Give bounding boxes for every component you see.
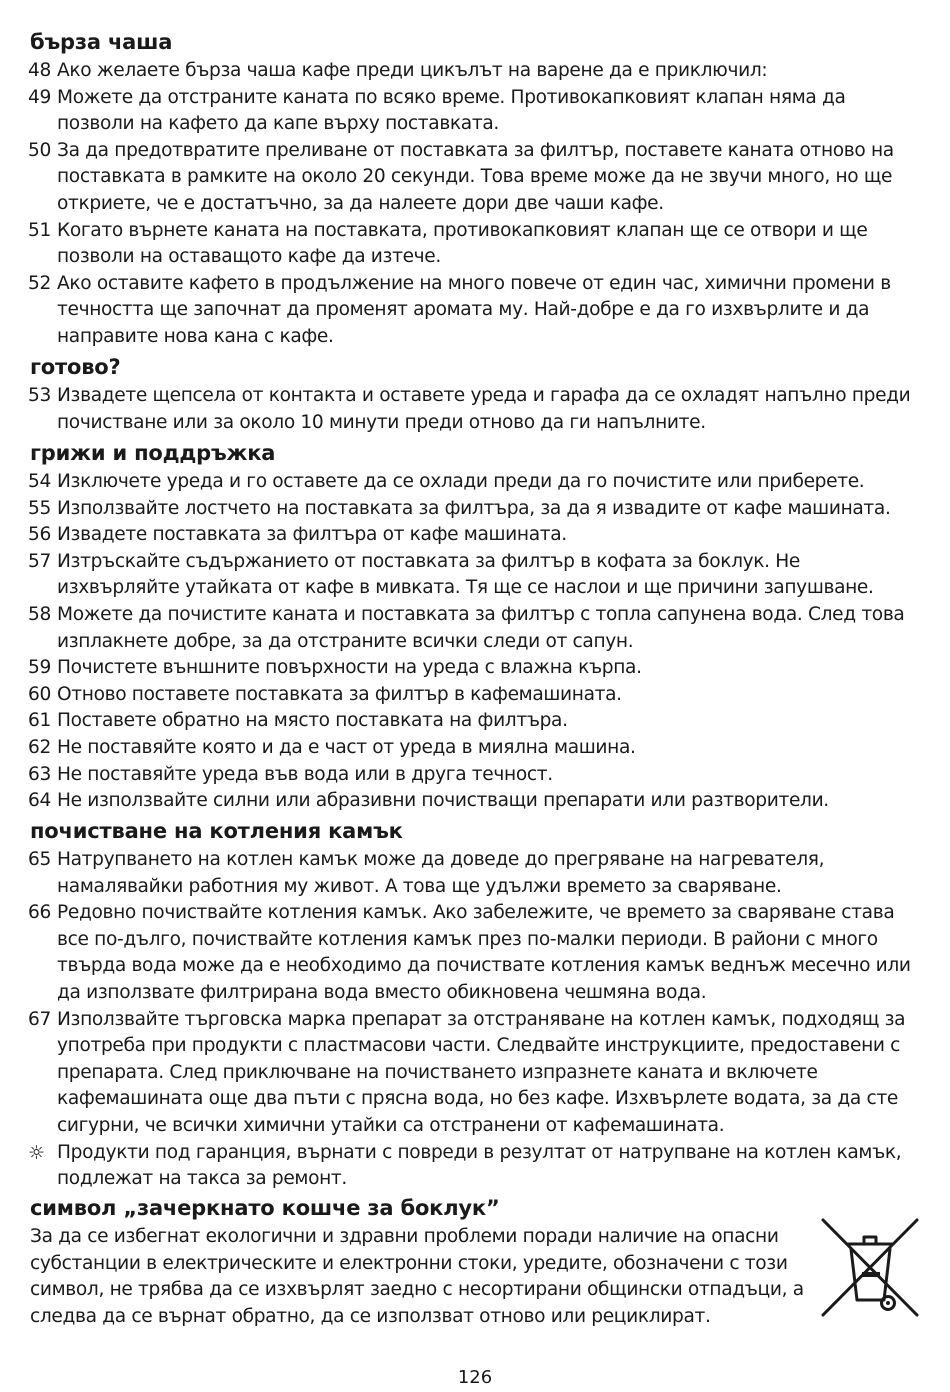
list-item bbox=[28, 655, 928, 682]
item-text: Почистете външните повърхности на уреда с влажна кърпа. bbox=[57, 657, 642, 679]
section-title-descaling: почистване на котления камък bbox=[30, 819, 403, 843]
quick-cup-list bbox=[28, 58, 928, 351]
list-item bbox=[28, 1007, 928, 1140]
warranty-note bbox=[28, 1140, 928, 1193]
item-number: 48 bbox=[28, 60, 51, 81]
item-number: 65 bbox=[28, 849, 51, 870]
item-text: Не използвайте силни или абразивни почистващи препарати или разтворители. bbox=[57, 790, 829, 812]
item-number: 53 bbox=[28, 385, 51, 406]
item-text: Редовно почиствайте котления камък. Ако забележите, че времето за сваряване става все по-дълго, почиствайте котления камък през по-малки периоди. В райони с много твърда вода може да е необходимо да почиствате котления камък веднъж месечно или да използвате филтрирана вода вместо обикновена чешмяна вода. bbox=[57, 902, 911, 1003]
care-list bbox=[28, 469, 928, 815]
item-number: 56 bbox=[28, 524, 51, 546]
list-item bbox=[28, 788, 928, 815]
item-text: Можете да отстраните каната по всяко време. Противокапковият клапан няма да позволи на кафето да капе върху поставката. bbox=[57, 86, 846, 135]
list-item bbox=[28, 496, 928, 523]
item-number: 60 bbox=[28, 683, 51, 705]
crossed-out-wheelie-bin-icon bbox=[818, 1216, 924, 1320]
item-number: 61 bbox=[28, 710, 51, 732]
list-item bbox=[28, 383, 928, 436]
item-number: 63 bbox=[28, 763, 51, 785]
item-text: Натрупването на котлен камък може да доведе до прегряване на нагревателя, намалявайки работния му живот. А това ще удължи времето за сваряване. bbox=[57, 849, 825, 897]
item-number: 67 bbox=[28, 1008, 51, 1030]
list-item bbox=[28, 602, 928, 655]
item-number: 59 bbox=[28, 657, 51, 679]
list-item bbox=[28, 138, 928, 218]
item-text: За да предотвратите преливане от поставката за филтър, поставете каната отново на поставката в рамките на около 20 секунди. Това време може да не звучи много, но ще откриете, че е достатъчно, за да налеете дори две чаши кафе. bbox=[57, 139, 894, 214]
section-title-quick-cup: бърза чаша bbox=[30, 30, 173, 54]
item-number: 57 bbox=[28, 550, 51, 572]
list-item bbox=[28, 847, 928, 900]
list-item bbox=[28, 549, 928, 602]
item-text: Извадете щепсела от контакта и оставете уреда и гарафа да се охладят напълно преди почистване или за около 10 минути преди отново да ги напълните. bbox=[57, 385, 911, 433]
item-number: 49 bbox=[28, 86, 51, 108]
weee-paragraph: За да се избегнат екологични и здравни проблеми поради наличие на опасни субстанции в електрическите и електронни стоки, уредите, обозначени с този символ, не трябва да се изхвърлят заедно с несортирани общински отпадъци, а следва да се върнат обратно, да се използват отново или рециклират. bbox=[30, 1226, 804, 1327]
list-item bbox=[28, 271, 928, 351]
list-item bbox=[28, 762, 928, 789]
item-number: 54 bbox=[28, 471, 51, 492]
list-item bbox=[28, 522, 928, 549]
item-number: 62 bbox=[28, 736, 51, 758]
item-text: Използвайте лостчето на поставката за филтъра, за да я извадите от кафе машината. bbox=[57, 497, 891, 519]
item-text: Не поставяйте която и да е част от уреда в миялна машина. bbox=[57, 736, 636, 758]
item-number: 55 bbox=[28, 497, 51, 519]
item-text: Когато върнете каната на поставката, противокапковият клапан ще се отвори и ще позволи на оставащото кафе да изтече. bbox=[57, 219, 868, 268]
ready-list bbox=[28, 383, 928, 436]
list-item bbox=[28, 900, 928, 1006]
list-item bbox=[28, 218, 928, 271]
item-text: Отново поставете поставката за филтър в кафемашината. bbox=[57, 683, 622, 705]
item-number: 50 bbox=[28, 139, 51, 161]
list-item bbox=[28, 708, 928, 735]
item-text: Изтръскайте съдържанието от поставката за филтър в кофата за боклук. Не изхвърляйте утайката от кафе в мивката. Тя ще се наслои и ще причини запушване. bbox=[57, 550, 874, 599]
list-item bbox=[28, 735, 928, 762]
list-item bbox=[28, 58, 928, 85]
list-item bbox=[28, 682, 928, 709]
page-number: 126 bbox=[457, 1367, 493, 1388]
item-number: 52 bbox=[28, 272, 51, 294]
item-number: 64 bbox=[28, 790, 51, 812]
item-text: Не поставяйте уреда във вода или в друга течност. bbox=[57, 763, 553, 785]
item-number: 51 bbox=[28, 219, 51, 241]
section-title-care: грижи и поддръжка bbox=[30, 441, 276, 465]
descaling-list bbox=[28, 847, 928, 1193]
item-text: Продукти под гаранция, върнати с повреди в резултат от натрупване на котлен камък, подлежат на такса за ремонт. bbox=[57, 1141, 902, 1190]
item-text: Можете да почистите каната и поставката за филтър с топла сапунена вода. След това изплакнете добре, за да отстраните всички следи от сапун. bbox=[57, 603, 905, 652]
item-text: Изключете уреда и го оставете да се охлади преди да го почистите или приберете. bbox=[57, 471, 865, 492]
item-text: Ако желаете бърза чаша кафе преди цикълът на варене да е приключил: bbox=[57, 60, 768, 81]
item-text: Поставете обратно на място поставката на филтъра. bbox=[57, 710, 568, 732]
list-item bbox=[28, 85, 928, 138]
section-title-ready: готово? bbox=[30, 355, 121, 379]
item-number: 58 bbox=[28, 603, 51, 625]
sun-icon: ☼ bbox=[28, 1141, 45, 1164]
item-text: Извадете поставката за филтъра от кафе машината. bbox=[57, 524, 567, 546]
item-number: 66 bbox=[28, 902, 51, 924]
list-item bbox=[28, 469, 928, 496]
item-text: Използвайте търговска марка препарат за отстраняване на котлен камък, подходящ за употреба при продукти с пластмасови части. Следвайте инструкциите, предоставени с препарата. След приключване на почистването изпразнете каната и включете кафемашината още два пъти с прясна вода, но без кафе. Изхвърлете водата, за да сте сигурни, че всички химични утайки са отстранени от кафемашината. bbox=[57, 1008, 906, 1136]
section-title-weee: символ „зачеркнато кошче за боклук” bbox=[30, 1196, 500, 1220]
item-text: Ако оставите кафето в продължение на много повече от един час, химични промени в течността ще започнат да променят аромата му. Най-добре е да го изхвърлите и да направите нова кана с кафе. bbox=[57, 272, 891, 347]
